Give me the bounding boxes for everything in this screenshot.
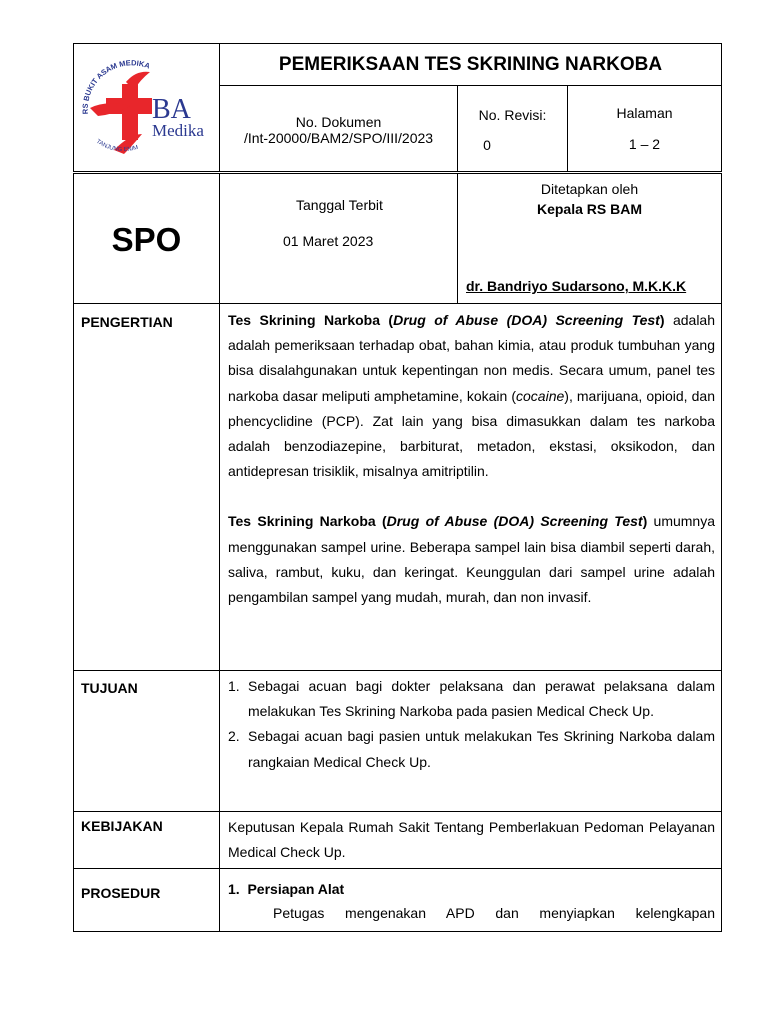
spo-table	[73, 173, 722, 932]
prosedur-label: PROSEDUR	[81, 885, 161, 901]
pengertian-content	[228, 308, 715, 610]
prosedur-content	[228, 877, 715, 926]
revision-label: No. Revisi:	[478, 107, 547, 123]
approver-name: dr. Bandriyo Sudarsono, M.K.K.K	[466, 278, 687, 294]
kebijakan-label: KEBIJAKAN	[81, 818, 163, 834]
issue-date-label: Tanggal Terbit	[296, 197, 383, 213]
pengertian-label: PENGERTIAN	[81, 314, 173, 330]
revision-value: 0	[483, 137, 491, 153]
doc-number-label: No. Dokumen	[295, 114, 382, 130]
page-value: 1 – 2	[628, 136, 661, 152]
prosedur-step-1-title: 1. Persiapan Alat	[228, 881, 345, 897]
tujuan-list	[228, 674, 715, 775]
logo-brand-ba: BA	[152, 94, 191, 125]
logo-bottom-text: TANJUNG ENIM	[94, 138, 139, 154]
approved-by-label: Ditetapkan oleh	[540, 181, 639, 197]
doc-number-value: /Int-20000/BAM2/SPO/III/2023	[243, 130, 434, 146]
hospital-logo	[76, 56, 218, 162]
logo-arc-text: RS BUKIT ASAM MEDIKA	[80, 58, 152, 115]
prosedur-step-1-text: Petugas mengenakan APD dan menyiapkan kelengkapan	[273, 905, 715, 921]
document-title: PEMERIKSAAN TES SKRINING NARKOBA	[278, 54, 663, 75]
pengertian-paragraph-2: Tes Skrining Narkoba (Drug of Abuse (DOA) Screening Test) umumnya menggunakan sampel urine. Beberapa sampel lain bisa diambil seperti darah, saliva, rambut, kuku, dan keringat. Keunggulan dari sampel urine adalah pengambilan sampel yang mudah, murah, dan non invasif.	[228, 513, 716, 606]
header-table	[73, 43, 722, 172]
page-label: Halaman	[616, 105, 673, 121]
approved-by-role: Kepala RS BAM	[536, 201, 643, 217]
logo-brand-medika: Medika	[152, 121, 204, 140]
list-item: 1. Sebagai acuan bagi dokter pelaksana dan perawat pelaksana dalam melakukan Tes Skrining Narkoba pada pasien Medical Check Up.	[228, 678, 715, 720]
spo-label: SPO	[111, 221, 182, 258]
tujuan-label: TUJUAN	[81, 680, 138, 696]
issue-date-value: 01 Maret 2023	[283, 233, 374, 249]
kebijakan-text: Keputusan Kepala Rumah Sakit Tentang Pemberlakuan Pedoman Pelayanan Medical Check Up.	[228, 819, 715, 861]
list-item: 2. Sebagai acuan bagi pasien untuk melakukan Tes Skrining Narkoba dalam rangkaian Medical Check Up.	[228, 728, 715, 770]
pengertian-paragraph-1: Tes Skrining Narkoba (Drug of Abuse (DOA) Screening Test) adalah adalah pemeriksaan terhadap obat, bahan kimia, atau produk tumbuhan yang bisa disalahgunakan untuk kepentingan non medis. Secara umum, panel tes narkoba dasar meliputi amphetamine, kokain (cocaine), marijuana, opioid, dan phencyclidine (PCP). Zat lain yang bisa dimasukkan dalam tes narkoba adalah benzodiazepine, barbiturat, metadon, ekstasi, oksikodon, dan antidepresan trisiklik, misalnya amitriptilin.	[228, 312, 715, 480]
